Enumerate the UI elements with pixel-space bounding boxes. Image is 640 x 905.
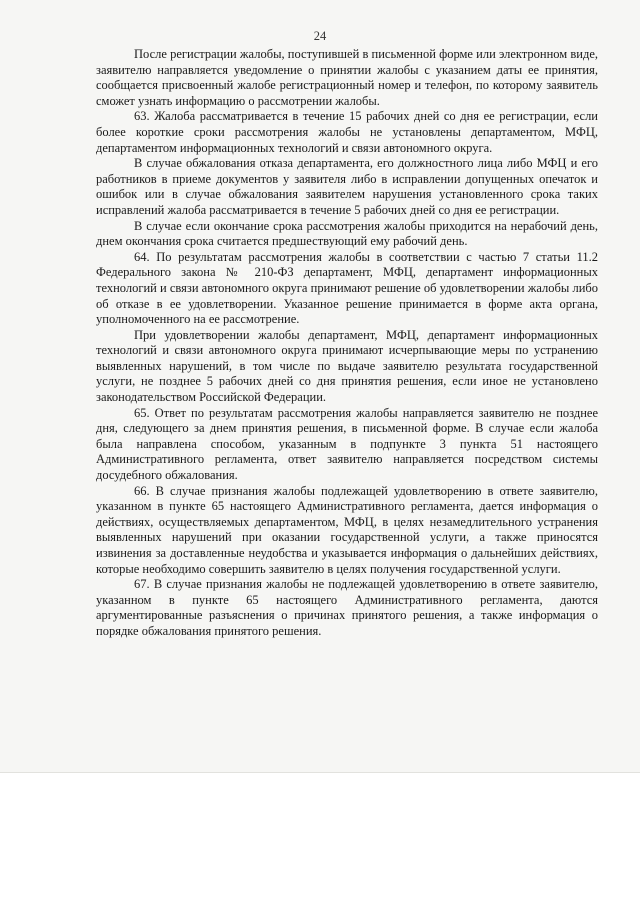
- paragraph: 65. Ответ по результатам рассмотрения жалобы направляется заявителю не позднее дня, следующего за днем принятия решения, в письменной форме. В случае если жалоба была направлена способом, указанным в подпункте 3 пункта 51 настоящего Административного регламента, ответ заявителю направляется посредством системы досудебного обжалования.: [96, 405, 598, 483]
- paragraph: 67. В случае признания жалобы не подлежащей удовлетворению в ответе заявителю, указанном в пункте 65 настоящего Административного регламента, даются аргументированные разъяснения о причинах принятого решения, а также информация о порядке обжалования принятого решения.: [96, 577, 598, 638]
- page-number: 24: [313, 29, 327, 43]
- document-body: [96, 47, 598, 640]
- paragraph: В случае если окончание срока рассмотрения жалобы приходится на нерабочий день, днем окончания срока считается предшествующий ему рабочий день.: [96, 218, 598, 249]
- paragraph: 63. Жалоба рассматривается в течение 15 рабочих дней со дня ее регистрации, если более короткие сроки рассмотрения жалобы не установлены департаментом, МФЦ, департаментом информационных технологий и связи автономного округа.: [96, 109, 598, 155]
- paragraph: В случае обжалования отказа департамента, его должностного лица либо МФЦ и его работников в приеме документов у заявителя либо в исправлении допущенных опечаток и ошибок или в случае обжалования заявителем нарушения установленного срока таких исправлений жалоба рассматривается в течение 5 рабочих дней со дня ее регистрации.: [96, 156, 598, 217]
- paragraph: После регистрации жалобы, поступившей в письменной форме или электронном виде, заявителю направляется уведомление о принятии жалобы с указанием даты ее принятия, сообщается присвоенный жалобе регистрационный номер и телефон, по которому заявитель сможет узнать информацию о рассмотрении жалобы.: [96, 47, 598, 108]
- paragraph: 64. По результатам рассмотрения жалобы в соответствии с частью 7 статьи 11.2 Федерального закона № 210-ФЗ департамент, МФЦ, департамент информационных технологий и связи автономного округа принимают решение об удовлетворении жалобы либо об отказе в ее удовлетворении. Указанное решение принимается в форме акта органа, уполномоченного на ее рассмотрение.: [96, 249, 598, 327]
- paragraph: При удовлетворении жалобы департамент, МФЦ, департамент информационных технологий и связи автономного округа принимают исчерпывающие меры по устранению выявленных нарушений, в том числе по выдаче заявителю результата государственной услуги, не позднее 5 рабочих дней со дня принятия решения, если иное не установлено законодательством Российской Федерации.: [96, 327, 598, 405]
- paragraph: 66. В случае признания жалобы подлежащей удовлетворению в ответе заявителю, указанном в пункте 65 настоящего Административного регламента, дается информация о действиях, осуществляемых департаментом, МФЦ, в целях незамедлительного устранения выявленных нарушений при оказании государственной услуги, а также приносятся извинения за доставленные неудобства и указывается информация о дальнейших действиях, которые необходимо совершить заявителю в целях получения государственной услуги.: [96, 483, 598, 576]
